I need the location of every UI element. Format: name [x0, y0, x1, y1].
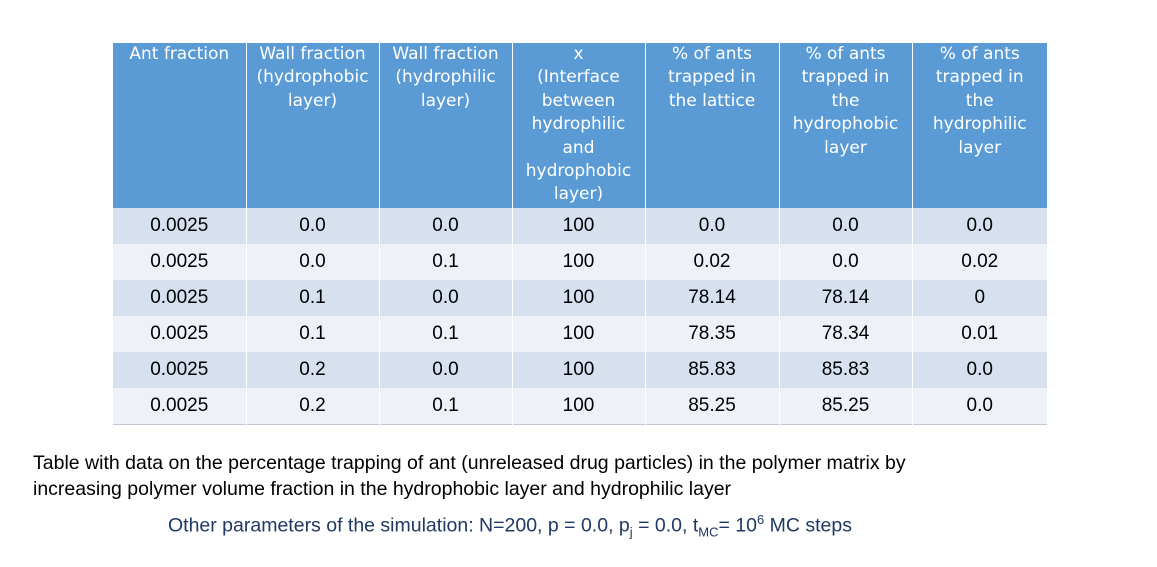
table-cell: 0.0 — [379, 280, 512, 316]
table-cell: 85.83 — [645, 352, 779, 388]
simulation-parameters — [168, 512, 852, 539]
column-header-line: layer) — [287, 90, 338, 111]
column-header — [246, 43, 379, 208]
table-cell: 85.25 — [645, 388, 779, 424]
table-cell: 0.02 — [912, 244, 1047, 280]
params-suffix: MC steps — [764, 514, 852, 537]
header-row — [113, 43, 1047, 208]
column-header-line: between — [541, 90, 616, 111]
table-cell: 0.0 — [912, 388, 1047, 424]
data-table — [113, 43, 1047, 425]
table-cell: 0.0 — [912, 352, 1047, 388]
table-row — [113, 388, 1047, 424]
column-header-line: (hydrophobic — [256, 67, 369, 88]
column-header — [512, 43, 645, 208]
params-eq: = 10 — [718, 514, 757, 537]
column-header-line: x — [573, 44, 584, 64]
column-header-line: trapped in — [668, 67, 756, 88]
table-cell: 0.0 — [779, 244, 912, 280]
table-cell: 100 — [512, 316, 645, 352]
table-cell: 0.0025 — [113, 244, 246, 280]
table-cell: 0 — [912, 280, 1047, 316]
table-cell: 100 — [512, 280, 645, 316]
column-header-line: % of ants — [671, 44, 753, 64]
table-cell: 78.14 — [645, 280, 779, 316]
table-cell: 0.1 — [379, 244, 512, 280]
params-sup-6: 6 — [756, 512, 765, 527]
table-cell: 0.0 — [379, 352, 512, 388]
table-cell: 100 — [512, 208, 645, 244]
column-header-line: Wall fraction — [259, 44, 366, 64]
table-cell: 100 — [512, 388, 645, 424]
table-cell: 0.1 — [246, 316, 379, 352]
table-cell: 0.1 — [379, 388, 512, 424]
table-cell: 0.0 — [645, 208, 779, 244]
column-header-line: Ant fraction — [129, 44, 230, 64]
params-sub-j: j — [629, 524, 633, 540]
params-sub-mc: MC — [698, 524, 719, 540]
column-header-line: % of ants — [805, 44, 886, 64]
caption-line-2: increasing polymer volume fraction in the hydrophobic layer and hydrophilic layer — [33, 478, 732, 500]
column-header-line: layer — [824, 137, 867, 158]
column-header-line: layer) — [553, 184, 604, 205]
table-cell: 78.34 — [779, 316, 912, 352]
table-cell: 0.0 — [912, 208, 1047, 244]
column-header-line: trapped in — [935, 67, 1024, 88]
table-row — [113, 316, 1047, 352]
table-cell: 100 — [512, 244, 645, 280]
table-cell: 78.14 — [779, 280, 912, 316]
column-header — [379, 43, 512, 208]
table-row — [113, 208, 1047, 244]
table-cell: 0.02 — [645, 244, 779, 280]
column-header-line: hydrophilic — [932, 114, 1027, 135]
column-header-line: hydrophilic — [531, 114, 626, 135]
table-cell: 0.2 — [246, 352, 379, 388]
table-cell: 85.83 — [779, 352, 912, 388]
table-cell: 0.0 — [379, 208, 512, 244]
table-row — [113, 280, 1047, 316]
column-header-line: the — [831, 90, 860, 111]
table-cell: 0.1 — [246, 280, 379, 316]
table-cell: 100 — [512, 352, 645, 388]
column-header-line: % of ants — [939, 44, 1020, 64]
table-body — [113, 208, 1047, 424]
table-header — [113, 43, 1047, 208]
column-header-line: (Interface — [537, 67, 620, 88]
params-prefix: Other parameters of the simulation: N=200, p = 0.0, p — [168, 514, 630, 537]
column-header-line: the lattice — [668, 90, 756, 111]
table-cell: 0.01 — [912, 316, 1047, 352]
table-row — [113, 352, 1047, 388]
table-caption — [33, 450, 1133, 502]
column-header-line: (hydrophilic — [395, 67, 496, 88]
column-header — [912, 43, 1047, 208]
column-header-line: layer — [958, 137, 1002, 158]
column-header — [113, 43, 246, 208]
table-cell: 0.0025 — [113, 316, 246, 352]
table-cell: 78.35 — [645, 316, 779, 352]
table-cell: 0.0025 — [113, 280, 246, 316]
column-header-line: hydrophobic — [792, 114, 899, 135]
table-row — [113, 244, 1047, 280]
column-header — [645, 43, 779, 208]
column-header-line: hydrophobic — [525, 161, 632, 182]
table-cell: 0.0 — [246, 244, 379, 280]
column-header-line: Wall fraction — [392, 44, 499, 64]
table-cell: 0.0 — [779, 208, 912, 244]
table-cell: 0.0025 — [113, 208, 246, 244]
table-cell: 0.2 — [246, 388, 379, 424]
caption-line-1: Table with data on the percentage trapping of ant (unreleased drug particles) in the polymer matrix by — [33, 452, 906, 474]
column-header-line: and — [562, 137, 595, 158]
table-cell: 85.25 — [779, 388, 912, 424]
params-mid: = 0.0, t — [632, 514, 699, 537]
column-header-line: layer) — [420, 90, 471, 111]
column-header-line: the — [965, 90, 994, 111]
column-header — [779, 43, 912, 208]
table-cell: 0.0025 — [113, 388, 246, 424]
table-cell: 0.0 — [246, 208, 379, 244]
column-header-line: trapped in — [801, 67, 890, 88]
table-cell: 0.1 — [379, 316, 512, 352]
table-cell: 0.0025 — [113, 352, 246, 388]
